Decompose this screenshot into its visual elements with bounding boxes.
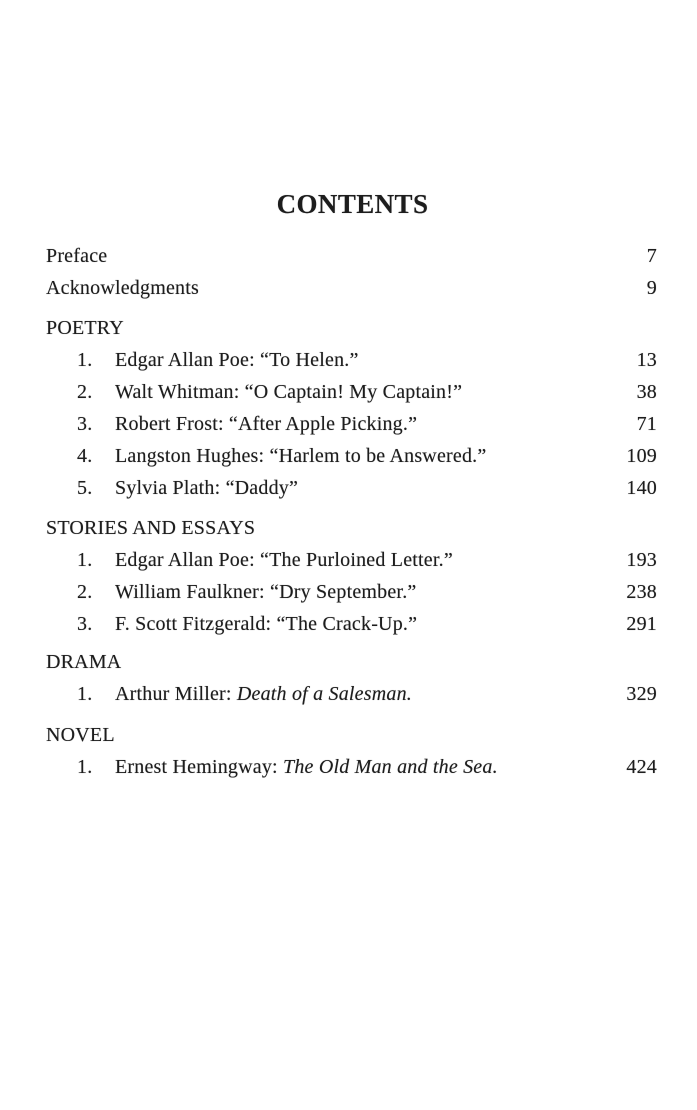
section-poetry (46, 312, 657, 504)
section-stories-and-essays (46, 512, 657, 640)
entry-text-roman: Ernest Hemingway: (115, 756, 284, 778)
entry-page-number: 71 (636, 413, 657, 435)
section-heading (46, 646, 657, 678)
entry-page-number: 140 (626, 477, 657, 499)
toc-entry-preface (46, 240, 657, 272)
entry-text-italic: The Old Man and the Sea. (283, 756, 498, 778)
entry-title (115, 376, 462, 408)
toc-entry (46, 472, 657, 504)
entry-title (115, 408, 417, 440)
section-heading-label: DRAMA (46, 651, 122, 673)
toc-entry (46, 544, 657, 576)
section-heading (46, 512, 657, 544)
entry-number: 3. (77, 413, 93, 435)
entry-text-roman: Langston Hughes: “Harlem to be Answered.” (115, 445, 487, 467)
entry-page-number: 424 (626, 756, 657, 778)
section-novel (46, 719, 657, 783)
entry-page-number: 13 (636, 349, 657, 371)
entry-text-italic: Death of a Salesman. (236, 683, 412, 705)
entry-number: 3. (77, 613, 93, 635)
toc-entry (46, 376, 657, 408)
entry-label: Preface (46, 245, 108, 267)
section-drama (46, 646, 657, 710)
toc-entry (46, 751, 657, 783)
entry-text-roman: F. Scott Fitzgerald: “The Crack-Up.” (115, 613, 418, 635)
entry-text-roman: Walt Whitman: “O Captain! My Captain!” (115, 381, 463, 403)
toc-entry-acknowledgments (46, 272, 657, 304)
entry-title (115, 608, 417, 640)
entry-page-number: 329 (626, 683, 657, 705)
entry-title (115, 440, 486, 472)
entry-text-roman: Edgar Allan Poe: “To Helen.” (115, 349, 359, 371)
toc-entry (46, 576, 657, 608)
entry-number: 1. (77, 349, 93, 371)
entry-title (115, 544, 453, 576)
entry-title (115, 678, 412, 710)
entry-title (115, 576, 416, 608)
section-heading-label: STORIES AND ESSAYS (46, 517, 256, 539)
entry-title (115, 344, 359, 376)
entry-number: 4. (77, 445, 93, 467)
entry-page-number: 238 (626, 581, 657, 603)
entry-number: 2. (77, 381, 93, 403)
entry-label: Acknowledgments (46, 277, 199, 299)
entry-page-number: 7 (646, 245, 657, 267)
toc-entry (46, 440, 657, 472)
toc-entry (46, 344, 657, 376)
entry-number: 1. (77, 683, 93, 705)
section-heading (46, 719, 657, 751)
entry-number: 2. (77, 581, 93, 603)
front-matter-group (46, 240, 657, 304)
entry-page-number: 9 (646, 277, 657, 299)
entry-page-number: 193 (626, 549, 657, 571)
section-heading (46, 312, 657, 344)
section-heading-label: NOVEL (46, 724, 115, 746)
table-of-contents (0, 240, 697, 783)
entry-page-number: 291 (626, 613, 657, 635)
section-heading-label: POETRY (46, 317, 124, 339)
entry-text-roman: Edgar Allan Poe: “The Purloined Letter.” (115, 549, 453, 571)
entry-text-roman: William Faulkner: “Dry September.” (115, 581, 417, 603)
toc-entry (46, 608, 657, 640)
entry-text-roman: Robert Frost: “After Apple Picking.” (115, 413, 418, 435)
toc-entry (46, 678, 657, 710)
entry-page-number: 38 (636, 381, 657, 403)
entry-text-roman: Arthur Miller: (115, 683, 237, 705)
entry-title (115, 751, 498, 783)
entry-number: 1. (77, 756, 93, 778)
page-title: CONTENTS (276, 189, 429, 219)
entry-text-roman: Sylvia Plath: “Daddy” (115, 477, 299, 499)
entry-page-number: 109 (626, 445, 657, 467)
entry-number: 5. (77, 477, 93, 499)
entry-title (115, 472, 298, 504)
entry-number: 1. (77, 549, 93, 571)
toc-entry (46, 408, 657, 440)
